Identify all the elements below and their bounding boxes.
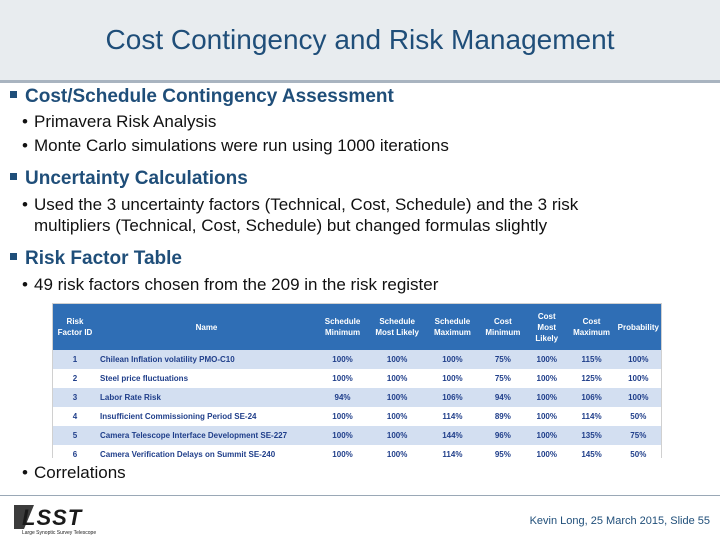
table-cell: 100% xyxy=(386,355,408,364)
table-cell: 95% xyxy=(494,450,511,459)
risk-factor-table xyxy=(52,303,662,458)
col-header: Schedule Most Likely xyxy=(375,317,419,337)
table-cell: Steel price fluctuations xyxy=(100,374,189,383)
table-cell: 100% xyxy=(442,374,463,383)
section-heading-uncertainty: Uncertainty Calculations xyxy=(10,168,248,190)
section-heading-contingency: Cost/Schedule Contingency Assessment xyxy=(10,86,394,108)
table-row xyxy=(53,369,661,388)
table-cell: 114% xyxy=(581,412,602,421)
table-cell: Camera Verification Delays on Summit SE-240 xyxy=(100,450,276,459)
table-cell: 50% xyxy=(630,412,647,421)
col-header: Name xyxy=(195,322,218,332)
table-cell: 100% xyxy=(536,450,557,459)
table-cell: 100% xyxy=(332,431,353,440)
bullet-primavera: • Primavera Risk Analysis xyxy=(22,112,217,131)
table-cell: 135% xyxy=(581,431,602,440)
title-divider xyxy=(0,80,720,83)
table-cell: 100% xyxy=(386,412,408,421)
table-cell: 100% xyxy=(628,355,649,364)
table-cell: Labor Rate Risk xyxy=(100,393,161,402)
table-cell: 100% xyxy=(628,393,649,402)
table-cell: 100% xyxy=(536,431,557,440)
table-cell: 100% xyxy=(332,450,353,459)
logo-subtext: Large Synoptic Survey Telescope xyxy=(22,530,97,536)
table-cell: 100% xyxy=(332,374,353,383)
table-cell: 1 xyxy=(72,355,78,364)
col-header: Cost Most Likely xyxy=(535,311,559,343)
logo-wordmark: LSST xyxy=(22,505,83,530)
table-cell: 114% xyxy=(442,412,463,421)
col-header: Risk Factor ID xyxy=(57,317,93,337)
table-cell: Chilean Inflation volatility PMO-C10 xyxy=(100,355,235,364)
table-cell: 3 xyxy=(72,393,78,402)
slide-credit: Kevin Long, 25 March 2015, Slide 55 xyxy=(529,515,710,527)
table-cell: 100% xyxy=(442,355,463,364)
square-bullet-icon xyxy=(10,253,17,260)
table-cell: Insufficient Commissioning Period SE-24 xyxy=(100,412,257,421)
table-cell: 100% xyxy=(536,393,557,402)
table-cell: 100% xyxy=(332,355,353,364)
table-cell: 94% xyxy=(494,393,511,402)
table-cell: 100% xyxy=(386,450,408,459)
col-header: Schedule Minimum xyxy=(324,317,361,337)
table-cell: 106% xyxy=(442,393,463,402)
table-cell: 96% xyxy=(494,431,511,440)
table-cell: Camera Telescope Interface Development SE-227 xyxy=(100,431,288,440)
table-row xyxy=(53,445,661,464)
section-heading-risk-table: Risk Factor Table xyxy=(10,248,182,270)
table-cell: 94% xyxy=(334,393,351,402)
col-header: Cost Minimum xyxy=(485,317,521,337)
table-header-row xyxy=(53,304,661,350)
table-row xyxy=(53,426,661,445)
table-cell: 5 xyxy=(72,431,78,440)
table-cell: 114% xyxy=(442,450,463,459)
table-cell: 100% xyxy=(536,355,557,364)
table-cell: 75% xyxy=(630,431,647,440)
table-row xyxy=(53,388,661,407)
table-cell: 89% xyxy=(494,412,511,421)
bullet-correlations: • Correlations xyxy=(22,463,126,482)
table-row xyxy=(53,350,661,369)
table-cell: 106% xyxy=(581,393,602,402)
table-cell: 100% xyxy=(386,393,408,402)
table-cell: 75% xyxy=(494,374,511,383)
col-header: Cost Maximum xyxy=(573,317,610,337)
square-bullet-icon xyxy=(10,91,17,98)
table-cell: 125% xyxy=(581,374,602,383)
slide-title: Cost Contingency and Risk Management xyxy=(105,24,615,55)
bullet-risk-factors: • 49 risk factors chosen from the 209 in the risk register xyxy=(22,275,439,294)
table-row xyxy=(53,407,661,426)
table-cell: 100% xyxy=(332,412,353,421)
table-cell: 75% xyxy=(494,355,511,364)
table-cell: 2 xyxy=(72,374,78,383)
square-bullet-icon xyxy=(10,173,17,180)
table-cell: 115% xyxy=(581,355,602,364)
col-header: Probability xyxy=(617,322,659,332)
bullet-monte-carlo: • Monte Carlo simulations were run using 1000 iterations xyxy=(22,136,449,155)
table-cell: 6 xyxy=(72,450,78,459)
table-cell: 100% xyxy=(386,374,408,383)
lsst-logo xyxy=(10,499,125,537)
table-cell: 50% xyxy=(630,450,647,459)
table-cell: 100% xyxy=(536,412,557,421)
footer-divider xyxy=(0,495,720,496)
table-cell: 100% xyxy=(536,374,557,383)
table-cell: 4 xyxy=(72,412,78,421)
col-header: Schedule Maximum xyxy=(433,317,471,337)
table-cell: 100% xyxy=(628,374,649,383)
table-cell: 145% xyxy=(581,450,602,459)
bullet-uncertainty-factors: • Used the 3 uncertainty factors (Technical, Cost, Schedule) and the 3 risk multipliers (Technical, Cost, Schedule) but changed formulas slightly xyxy=(22,195,579,235)
table-cell: 100% xyxy=(386,431,408,440)
table-cell: 144% xyxy=(442,431,463,440)
